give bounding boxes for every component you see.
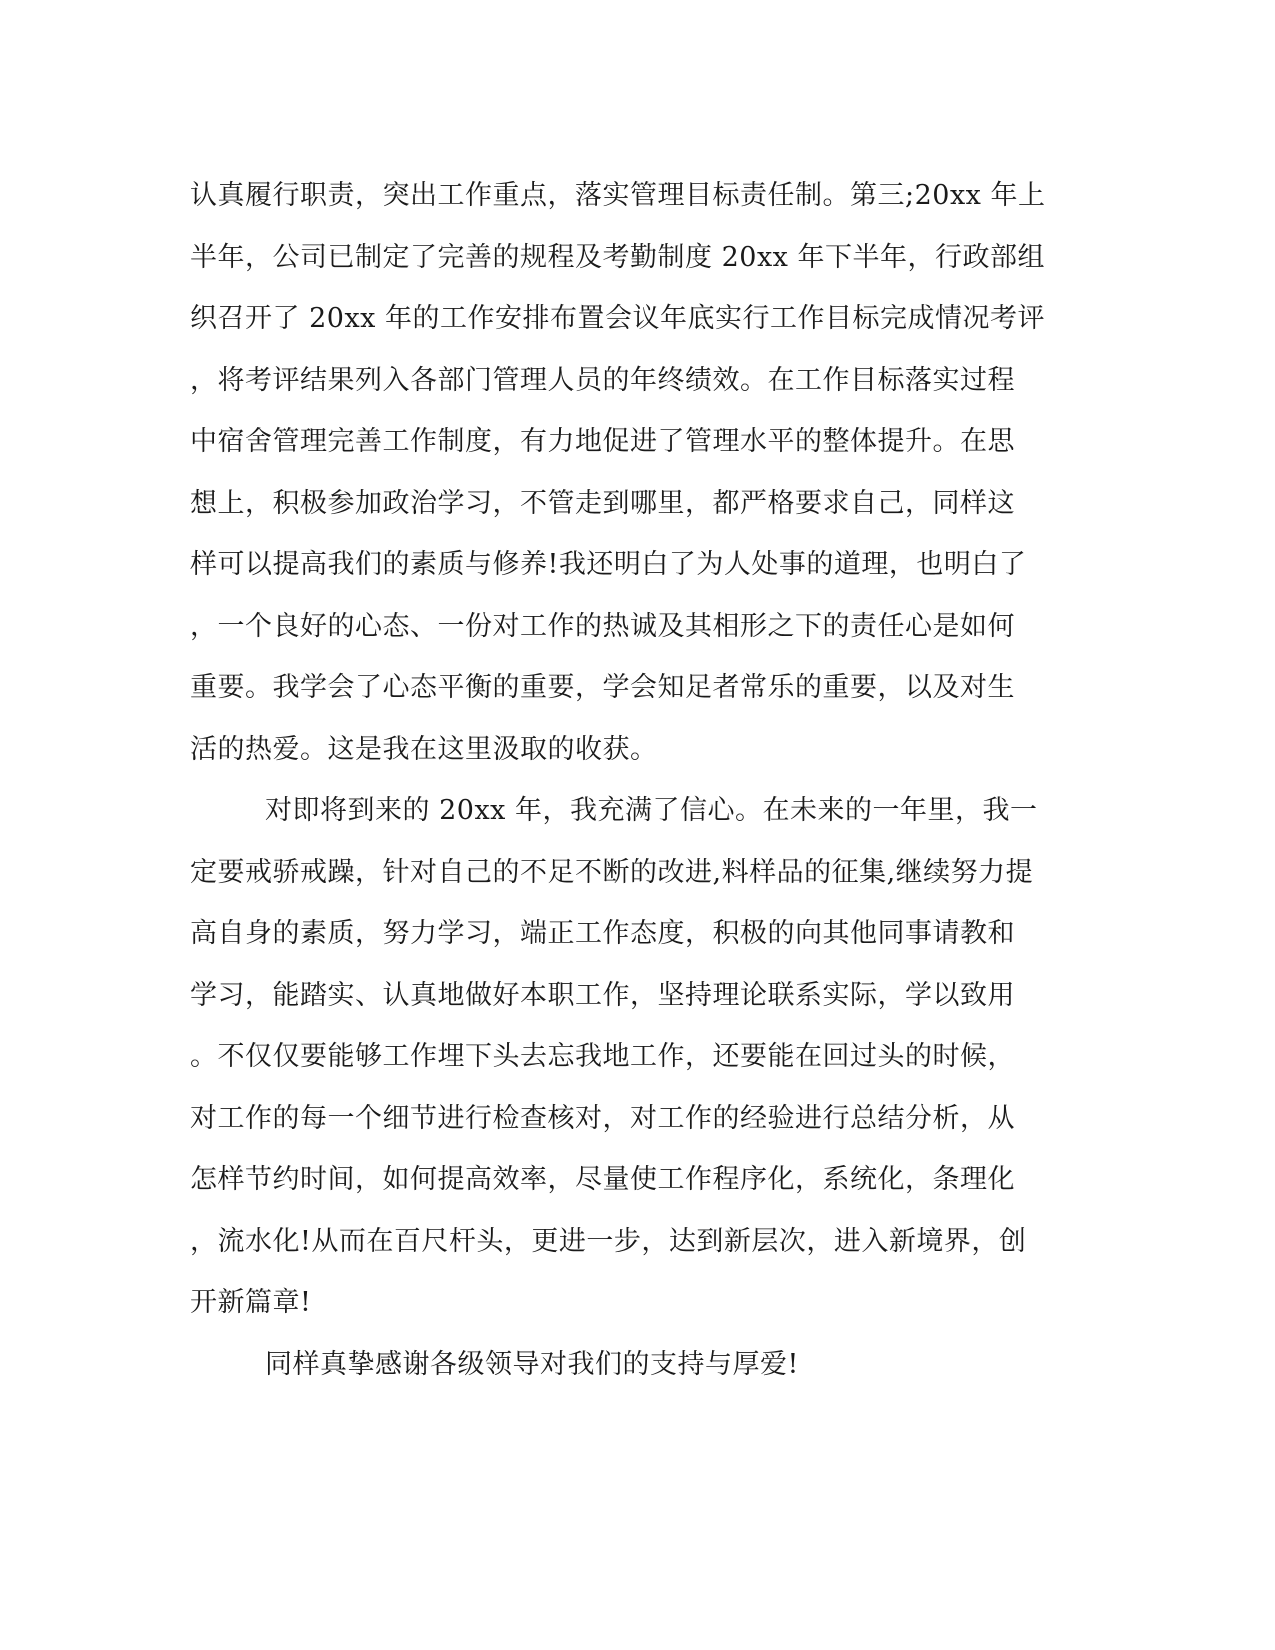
text-line: 半年，公司已制定了完善的规程及考勤制度 20xx 年下半年，行政部组	[190, 241, 1045, 273]
paragraph-3	[190, 1334, 1080, 1396]
text-line: 织召开了 20xx 年的工作安排布置会议年底实行工作目标完成情况考评	[190, 303, 1045, 334]
text-line: 同样真挚感谢各级领导对我们的支持与厚爱!	[265, 1348, 799, 1380]
text-line: 重要。我学会了心态平衡的重要，学会知足者常乐的重要，以及对生	[190, 672, 1015, 703]
text-line: 学习，能踏实、认真地做好本职工作，坚持理论联系实际，学以致用	[190, 979, 1015, 1011]
text-line: 开新篇章!	[190, 1287, 312, 1318]
document-body	[190, 165, 1080, 1395]
text-line: 样可以提高我们的素质与修养!我还明白了为人处事的道理，也明白了	[190, 549, 1027, 580]
text-line: 认真履行职责，突出工作重点，落实管理目标责任制。第三;20xx 年上	[190, 180, 1046, 211]
text-line: 活的热爱。这是我在这里汲取的收获。	[190, 733, 658, 765]
text-line: 对即将到来的 20xx 年，我充满了信心。在未来的一年里，我一	[265, 795, 1038, 826]
text-line: 。不仅仅要能够工作埋下头去忘我地工作，还要能在回过头的时候，	[190, 1041, 1015, 1072]
paragraph-1	[190, 165, 1080, 780]
paragraph-2	[190, 780, 1080, 1334]
text-line: ，一个良好的心态、一份对工作的热诚及其相形之下的责任心是如何	[190, 610, 1015, 642]
text-line: 对工作的每一个细节进行检查核对，对工作的经验进行总结分析，从	[190, 1102, 1015, 1134]
text-line: 定要戒骄戒躁，针对自己的不足不断的改进,料样品的征集,继续努力提	[190, 856, 1034, 888]
text-line: 想上，积极参加政治学习，不管走到哪里，都严格要求自己，同样这	[190, 487, 1015, 519]
text-line: 怎样节约时间，如何提高效率，尽量使工作程序化，系统化，条理化	[190, 1164, 1015, 1195]
text-line: 高自身的素质，努力学习，端正工作态度，积极的向其他同事请教和	[190, 918, 1015, 949]
text-line: 中宿舍管理完善工作制度，有力地促进了管理水平的整体提升。在思	[190, 426, 1015, 457]
text-line: ，将考评结果列入各部门管理人员的年终绩效。在工作目标落实过程	[190, 364, 1015, 396]
text-line: ，流水化!从而在百尺杆头，更进一步，达到新层次，进入新境界，创	[190, 1225, 1027, 1257]
